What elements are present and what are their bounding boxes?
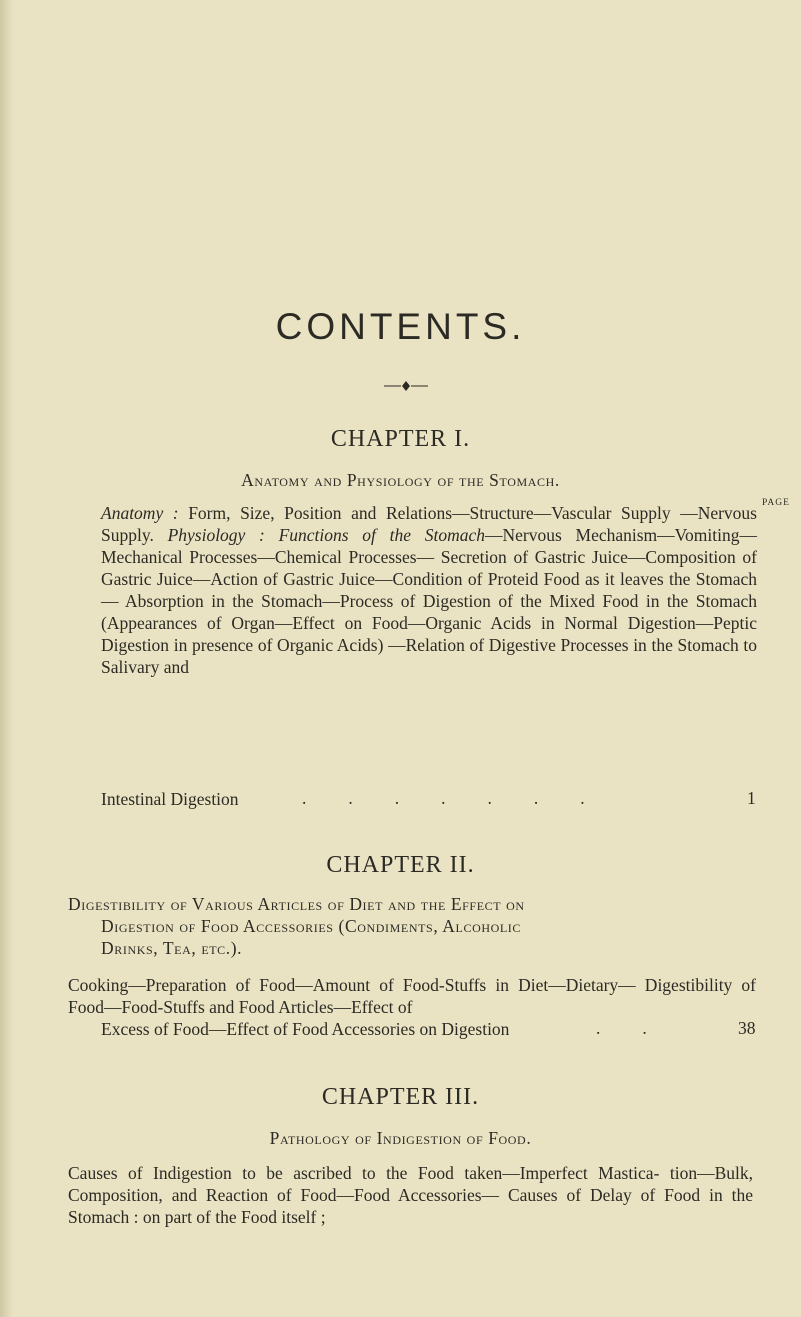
chapter-1-anatomy-text: Form, Size, Position and Relations—Structure—Vascular Supply —Nervous Supply. — [101, 503, 757, 545]
page-column-header: PAGE — [762, 498, 790, 508]
chapter-1-heading: CHAPTER I. — [330, 426, 471, 452]
chapter-2-entry — [68, 974, 756, 1018]
chapter-2-entry-text: Cooking—Preparation of Food—Amount of Food-Stuffs in Diet—Dietary— Digestibility of Food—Food-Stuffs and Food Articles—Effect of — [68, 975, 756, 1017]
chapter-1-subject: Anatomy and Physiology of the Stomach. — [241, 470, 560, 490]
chapter-2-entry-last-line: Excess of Food—Effect of Food Accessories on Digestion — [101, 1019, 510, 1039]
chapter-2-page-number: 38 — [738, 1018, 756, 1038]
leader-dots: .. — [596, 1018, 689, 1038]
chapter-2-subject-line-1: Digestibility of Various Articles of Diet and the Effect on — [68, 894, 525, 914]
diamond-ornament-icon — [384, 380, 428, 392]
chapter-3-subject: Pathology of Indigestion of Food. — [269, 1128, 532, 1148]
chapter-3-heading: CHAPTER III. — [321, 1084, 480, 1110]
chapter-2-subject-line-3: Drinks, Tea, etc.). — [101, 938, 243, 958]
chapter-2-heading: CHAPTER II. — [326, 852, 475, 878]
chapter-2-subject-line-2: Digestion of Food Accessories (Condiments, Alcoholic — [101, 916, 522, 936]
chapter-3-entry-text: Causes of Indigestion to be ascribed to the Food taken—Imperfect Mastica- tion—Bulk, Composition, and Reaction of Food—Food Accessories— Causes of Delay of Food in the Stomach : on part of the Food itself ; — [68, 1163, 753, 1227]
chapter-1-page-number: 1 — [747, 788, 756, 808]
page-title: CONTENTS. — [275, 306, 526, 347]
chapter-3-entry — [68, 1162, 753, 1228]
leader-dots: ....... — [302, 788, 627, 808]
chapter-1-anatomy-label: Anatomy : — [101, 503, 179, 523]
chapter-1-entry — [101, 502, 757, 678]
chapter-1-physiology-text: —Nervous Mechanism—Vomiting—Mechanical Processes—Chemical Processes— Secretion of Gastric Juice—Composition of Gastric Juice—Action of Gastric Juice—Condition of Proteid Food as it leaves the Stomach— Absorption in the Stomach—Process of Digestion of the Mixed Food in the Stomach (Appearances of Organ—Effect on Food—Organic Acids in Normal Digestion—Peptic Digestion in presence of Organic Acids) —Relation of Digestive Processes in the Stomach to Salivary and — [101, 525, 757, 677]
chapter-1-physiology-label: Physiology : Functions of the Stomach — [167, 525, 485, 545]
chapter-1-entry-last-line: Intestinal Digestion — [101, 789, 239, 809]
